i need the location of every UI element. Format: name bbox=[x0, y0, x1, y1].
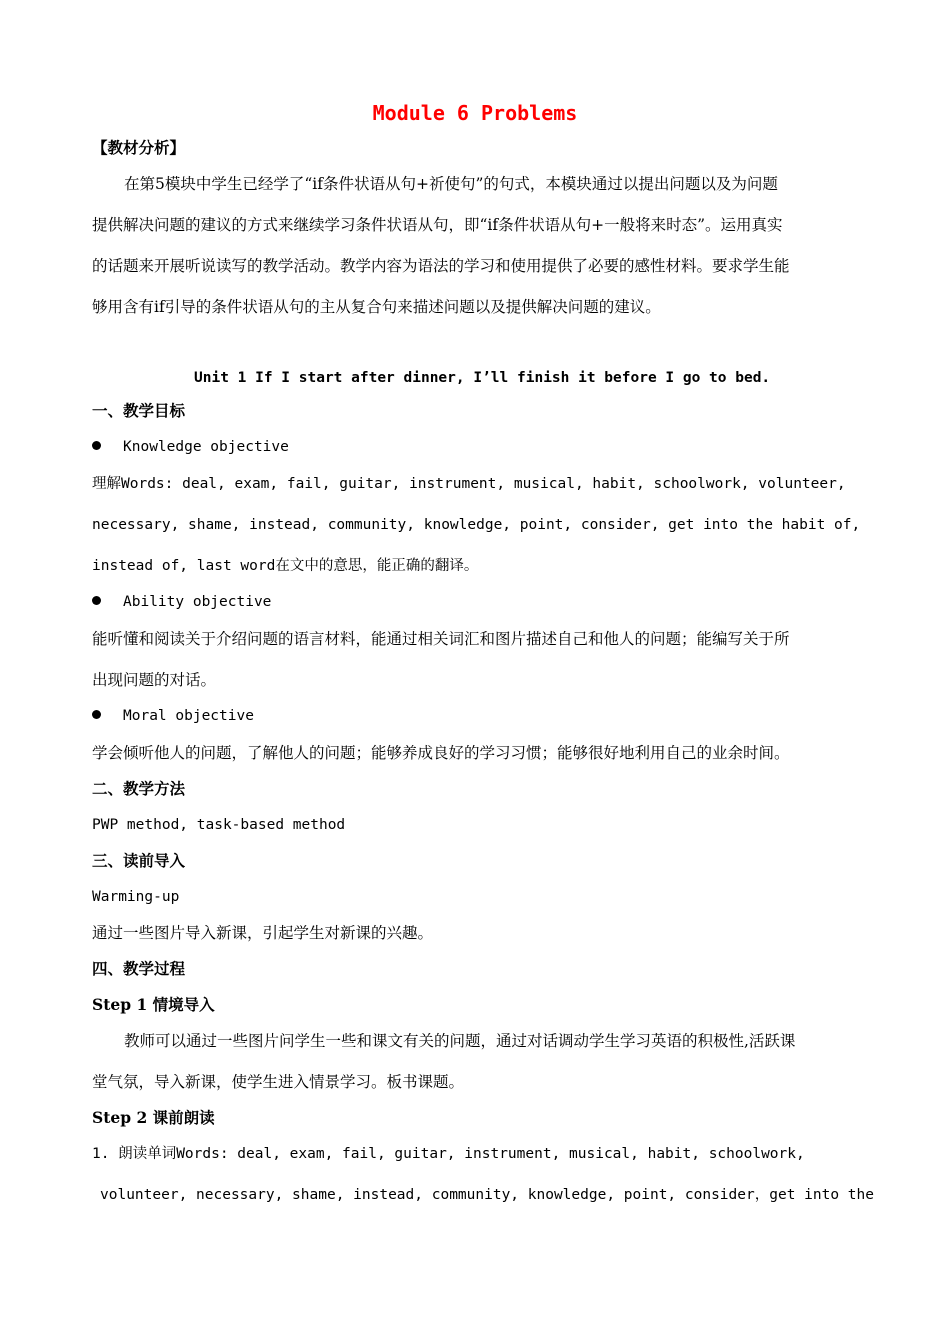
analysis-line: 在第5模块中学生已经学了“if条件状语从句+祈使句”的句式，本模块通过以提出问题以及为问题 bbox=[124, 175, 778, 193]
ability-line: 能听懂和阅读关于介绍问题的语言材料，能通过相关词汇和图片描述自己和他人的问题；能编写关于所 bbox=[92, 630, 790, 648]
analysis-heading: 【教材分析】 bbox=[92, 138, 186, 157]
page-title: Module 6 Problems bbox=[372, 101, 578, 125]
bullet-icon bbox=[92, 710, 101, 719]
bullet-icon bbox=[92, 441, 101, 450]
bullet-icon bbox=[92, 596, 101, 605]
ability-objective-item bbox=[92, 592, 271, 612]
knowledge-line: 理解Words: deal, exam, fail, guitar, instrument, musical, habit, schoolwork, volunteer, bbox=[92, 476, 846, 492]
unit-title: Unit 1 If I start after dinner, I’ll finish it before I go to bed. bbox=[194, 370, 771, 386]
knowledge-line: instead of, last word在文中的意思，能正确的翻译。 bbox=[92, 558, 479, 574]
moral-objective-label: Moral objective bbox=[123, 708, 254, 724]
step2-heading: Step 2 课前朗读 bbox=[92, 1108, 215, 1127]
section-heading-process: 四、教学过程 bbox=[92, 959, 186, 978]
step2-line: volunteer, necessary, shame, instead, community, knowledge, point, consider，get into the bbox=[100, 1187, 874, 1203]
warming-up-label: Warming-up bbox=[92, 889, 180, 905]
ability-line: 出现问题的对话。 bbox=[92, 671, 217, 689]
section-heading-methods: 二、教学方法 bbox=[92, 779, 186, 798]
knowledge-line: necessary, shame, instead, community, knowledge, point, consider, get into the habit of, bbox=[92, 517, 861, 533]
step1-line: 堂气氛，导入新课，使学生进入情景学习。板书课题。 bbox=[92, 1073, 465, 1091]
analysis-line: 提供解决问题的建议的方式来继续学习条件状语从句，即“if条件状语从句+一般将来时态”。运用真实 bbox=[92, 216, 783, 234]
knowledge-objective-label: Knowledge objective bbox=[123, 439, 289, 455]
moral-objective-item bbox=[92, 706, 254, 726]
knowledge-objective-item bbox=[92, 437, 289, 457]
ability-objective-label: Ability objective bbox=[123, 594, 272, 610]
analysis-line: 够用含有if引导的条件状语从句的主从复合句来描述问题以及提供解决问题的建议。 bbox=[92, 298, 661, 316]
section-heading-objectives: 一、教学目标 bbox=[92, 401, 186, 420]
methods-text: PWP method, task-based method bbox=[92, 817, 346, 833]
section-heading-prereading: 三、读前导入 bbox=[92, 851, 186, 870]
prereading-text: 通过一些图片导入新课，引起学生对新课的兴趣。 bbox=[92, 924, 434, 942]
moral-line: 学会倾听他人的问题，了解他人的问题；能够养成良好的学习习惯；能够很好地利用自己的业余时间。 bbox=[92, 744, 790, 762]
step1-heading: Step 1 情境导入 bbox=[92, 995, 215, 1014]
step1-line: 教师可以通过一些图片问学生一些和课文有关的问题，通过对话调动学生学习英语的积极性,活跃课 bbox=[124, 1032, 796, 1050]
analysis-line: 的话题来开展听说读写的教学活动。教学内容为语法的学习和使用提供了必要的感性材料。要求学生能 bbox=[92, 257, 790, 275]
step2-line: 1. 朗读单词Words: deal, exam, fail, guitar, instrument, musical, habit, schoolwork, bbox=[92, 1146, 805, 1162]
